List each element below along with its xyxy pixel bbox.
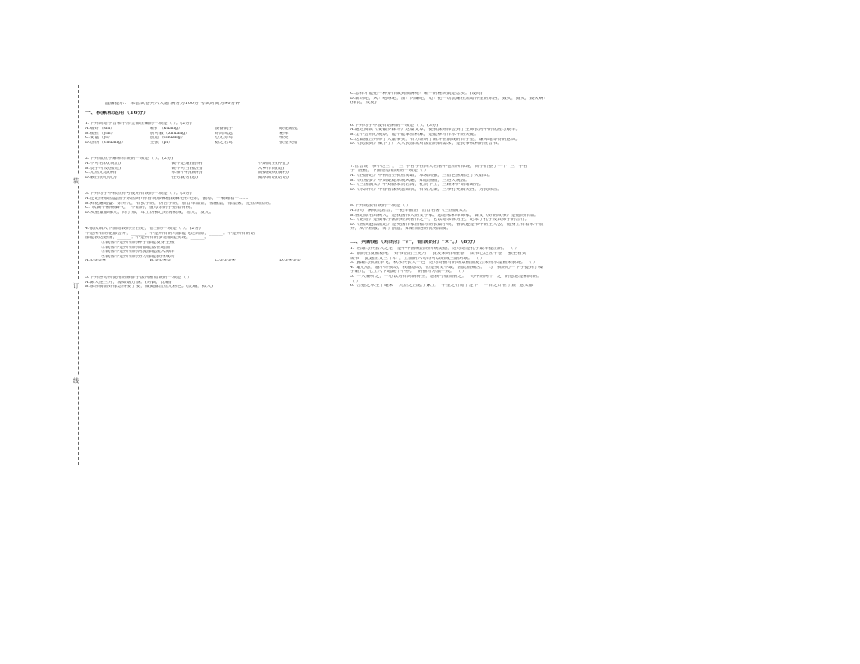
binding-char-xian: 线: [73, 375, 79, 386]
question-stem: 4.依次填入下面语段的空白处，恰当的一项是（ ）。(2分): [85, 227, 201, 232]
option-text: B.《红楼梦》中刘姥姥乐观风趣，知恩图报，三进大观园。: [350, 178, 470, 183]
judge-item: 1."君谁与共去人之老" 是中中国统治的传统美德，这句话是孔子最早提出的。 （ ）: [350, 247, 520, 252]
option-text: 微厚斯语(话语): [257, 175, 289, 180]
option-text: 嘹亮: [279, 136, 289, 141]
option-text: D.《鲁滨逊漂流记》是英国作家笛福写的长篇小说，鲁滨逊是书中的主人公，他身上有着永不放: [350, 222, 544, 227]
question-stem: 7.官言说 "事不过三"，"三"字哲学在四大名著中也有所体现，同学们整了一个 "三" 字哲: [350, 164, 528, 169]
option-text: D.从重量都哪儿，同了那，耳上仿佛已经再被成，者儿，发儿。: [85, 210, 215, 215]
option-text: C.怎样才能把一种穿作做到颜满呢？唯一的秘诀就是忠实。(设问): [350, 92, 483, 96]
option-text: 心无旁骛: [214, 136, 233, 141]
option-text: 主张（pī）: [149, 140, 173, 145]
choice-text: D.①④③②: [279, 259, 301, 264]
option-text: C.安谧（yì）: [85, 136, 113, 141]
option-text: A.诗句 "满纸荒唐言，一把辛酸泪" 出自名著《三国演义》。: [350, 208, 470, 213]
question-2: [85, 157, 340, 180]
option-text: (排比，反复): [350, 101, 377, 106]
option-text: 创造（chuàng）: [149, 136, 186, 141]
question-1: [85, 122, 340, 145]
option-text: A.通过阅读《安徽罗森斗》这篇文章，使我深刻体会到了生命长河中的优渥与艰辛。: [350, 128, 521, 133]
choice-text: A.①③②④: [85, 259, 107, 264]
question-4: [85, 227, 340, 264]
question-stem: 2.下列加点字解释有误的一项是（ ）。(2分): [85, 157, 174, 162]
sentence-item: ③就像不是所有的河流都能流入海洋: [101, 250, 175, 255]
question-stem: 5.下列各句所使用的修辞手法判断错误的一项是（ ）: [85, 276, 192, 281]
judge-item: 6."合抱之木生于毫末" "九层之台起于累土" "千里之行始于足下" "一日之计在于晨" 意义都: [350, 284, 534, 289]
sentence-item: ②就像不是所有的雨都能落在地面: [101, 245, 170, 250]
question-3: [85, 192, 340, 215]
option-text: B.全不会用心观察，能不能拿捏积累，是能够写作水平的关键。: [350, 132, 479, 137]
option-text: 眼花缭乱: [279, 126, 298, 131]
left-column: [85, 92, 340, 290]
sentence-item: ④就像不是所有的努力都能获得成功: [101, 254, 175, 259]
question-8: [350, 204, 605, 232]
exam-notice: 温馨提示： 本套试卷共六大题 满分为100分 考试时间为90分钟: [105, 102, 240, 106]
option-text: C."吹湖不断畅脚气，"不错的，值母亲的手拈着骨粉。: [85, 206, 196, 211]
section-2-heading: 二、判断题（对的打 "√"，错误的打 "×"。）（8分）: [350, 239, 479, 245]
question-stem: 8.下列说法有误的一项是（ ）: [350, 204, 411, 209]
option-text: 唯扩（kuàng）: [149, 126, 183, 131]
option-text: C.光然无恙(病): [85, 171, 117, 176]
question-stem: 1.下列词语字音和字形全部正确的一项是（ ）。(2分): [85, 122, 192, 127]
right-column: [350, 92, 605, 289]
sentence-item: ①就像不是所有的种子都能发芽生根: [101, 241, 175, 246]
judge-item: （ ）: [350, 279, 361, 284]
option-text: 秘率: [279, 131, 289, 136]
option-text: 永垂不朽(腐朽): [171, 171, 203, 176]
option-text: A.不可名状(说出): [85, 161, 121, 166]
option-text: 别可毅（zhuàng）: [149, 131, 190, 136]
question-stem: 6.下列句子中没有语病的一项是（ ）。(3分): [350, 123, 439, 128]
option-text: 锐不可当(抵挡): [171, 166, 203, 171]
question-7: [350, 165, 605, 193]
option-text: B.鲁迅原名周树人，是我国伟大的文学家、思想家和革命家，课文《好的故事》是他的作品。: [350, 213, 539, 218]
option-text: B.梳拉（yīn）: [85, 131, 116, 136]
option-text: D.触目伤心(心): [85, 175, 117, 180]
section-1-heading: 一、积累和运用（16分）: [85, 110, 149, 116]
option-text: 微不足道(值得): [171, 161, 203, 166]
option-text: D.《民法典》赋予了广大人民群众对法治的新需求，是民事权利的宣言书。: [350, 142, 502, 147]
option-text: 弃，从不屈服、勇于创造、知难而进的优秀品质。: [350, 227, 452, 232]
option-text: 任劳就劳(思): [171, 175, 198, 180]
option-text: A.还记得那园篮国学乐园吗?你曾说那株植栽棘毛杉毛杂，傲寒，一朝睡着一……: [85, 196, 249, 201]
option-text: 好高骛远: [214, 131, 233, 136]
option-text: D.创伤（chuàng）: [85, 140, 126, 145]
question-stem: 学" 展板，下面信息错误的一项是（ ）: [350, 169, 429, 174]
option-text: 稳之若鹜: [214, 140, 233, 145]
binding-char-ding: 订: [73, 280, 79, 291]
option-text: C.《论语》是儒家学派的经典著作之一，它以语录体为主，记录了孔子及其弟子的言行。: [350, 218, 530, 223]
option-text: A.《西游记》中孙悟空机智勇敢，本领高强，三借芭蕉扇过了火焰山。: [350, 173, 493, 178]
binding-dashed-line: [78, 85, 79, 465]
option-text: C.《三国演义》中刘备求贤若渴，礼贤下士，三顾茅庐请诸葛亮。: [350, 183, 484, 188]
question-6: [350, 124, 605, 147]
question-5: [85, 276, 340, 290]
option-text: 入乡作问(追): [257, 166, 285, 171]
option-text: B.那赤膊雷好像急得要了要，微微露出点儿粉色。(比喻，拟人): [85, 285, 213, 290]
option-text: B.鲜花遍地盛：杂开儿，有玄学的，仿古学的，胆自单品显，像蘸墨，像墨雾，还丝绸丝的。: [85, 201, 274, 206]
option-text: B.畏手可及(接近): [85, 166, 121, 171]
option-text: A.陈大连三月，漫如烟万条。(对偶，比喻): [85, 280, 172, 285]
option-text: 凑备就手: [214, 126, 233, 131]
question-stem: 3.下列句子中标点符号使用有误的一项是（ ）。(3分): [85, 192, 192, 197]
judge-item: 2."前的白发催稳笔" "好书悟后三更月" "良友来时四座春" "读书已过五千卷" "独坐看头: [350, 252, 527, 257]
option-text: A.嗜好（shì）: [85, 126, 115, 131]
choice-text: B.③①④②: [149, 259, 172, 264]
option-row: [85, 176, 340, 181]
option-text: 张皇失措: [279, 140, 298, 145]
judge-item: 4."耻心想，越不许我动，我越想动，但是我又不敢，因此很痛苦。" 与 "我的心一下子提到了嗓: [350, 265, 543, 270]
option-text: D.新功吧，风！咆哮吧，雷！闪耀吧，电！把一切沉睡在黑暗怀里的东西，毁灭，毁灭，毁灭啊！: [350, 96, 548, 101]
option-text: C.这篇报告列举了大量事实，有力证明了战斗在前线的日子里，谦卑地等待的意识。: [350, 137, 521, 142]
judge-item: 谈书" "此题正文三十年"，上面的六句诗可以组成三副对联。 （ ）: [350, 256, 485, 261]
option-text: 不期而至(停止): [257, 161, 289, 166]
passage-line: 都能表达感情，______；不是所有的梦想都能实现，______。: [85, 236, 210, 241]
judge-item: 3."露霜与抗敌争飞，秋水共长天一色" 这句诗描写的场景极面复合采用水墨画来表现。 （ ）: [350, 261, 538, 266]
passage-line: 不是所有的花都会开，______；不是所有的鸟都能飞过高原，______；不是所有的话: [85, 231, 255, 236]
judge-item: 5."一人兼听之，一心以为有鸿鹄将至，思援弓缴而射之。" 句中的两个 "之" 的意思是相同的。: [350, 275, 542, 280]
choice-text: C.②①③④: [214, 259, 236, 264]
option-text: D.《水浒传》中春智深疾恶如仇，有勇无谋，三拳打死镇关西，为民除害。: [350, 187, 502, 192]
binding-char-zhuang: 装: [73, 175, 79, 186]
judge-item: 子眼儿，七上八下地跳个不停。" 的描写方法一致。 （ ）: [350, 270, 467, 275]
option-text: 南孺摸疾(腐朽): [257, 171, 289, 176]
